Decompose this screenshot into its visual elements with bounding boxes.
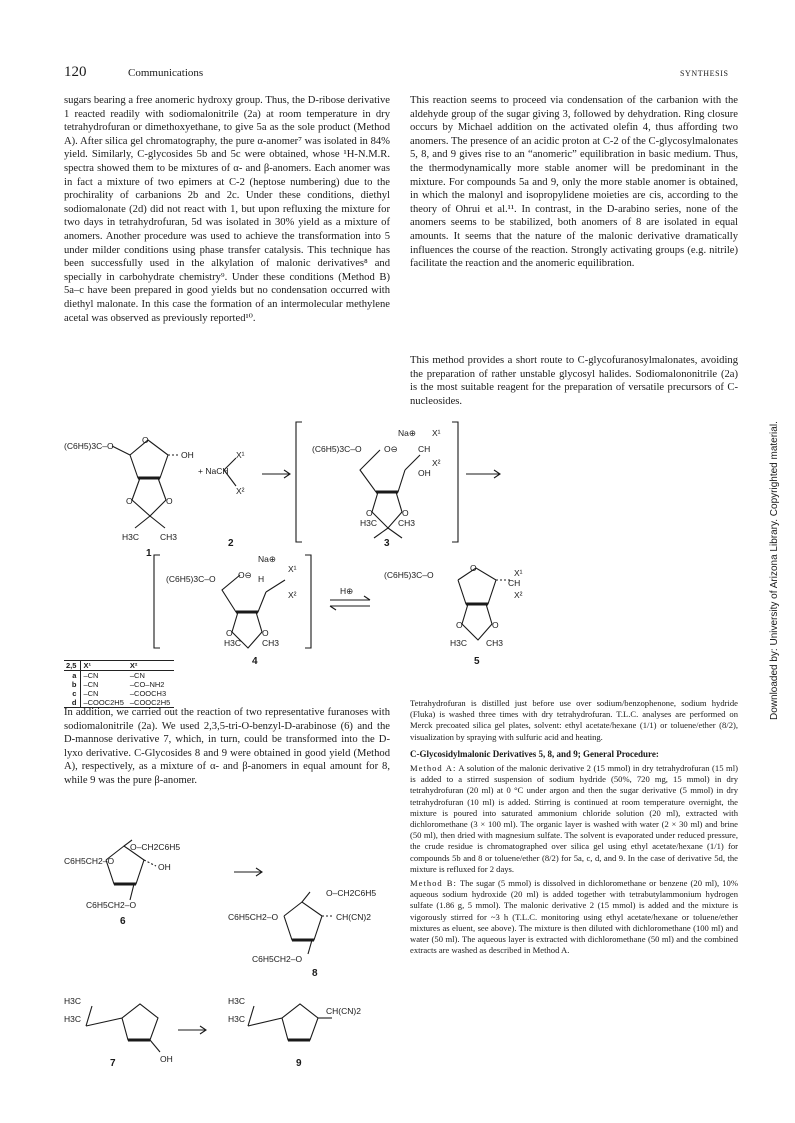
page-number: 120 — [64, 64, 87, 80]
methyl-left-7b: H3C — [64, 1014, 82, 1024]
oh-label-1: OH — [181, 450, 194, 460]
trityl-label-3: (C6H5)3C–O — [312, 444, 362, 454]
benzyl-o-8b: C6H5CH2–O — [252, 954, 303, 964]
compound-label-2: 2 — [228, 538, 234, 549]
nach-label: + NaCH — [198, 466, 229, 476]
method-b-paragraph: Method B: The sugar (5 mmol) is dissolved in dichloromethane or benzene (20 ml), 10% aqueous sodium hydroxide (20 ml) is added together with tetrabutylammonium hydrogen sulfate (1.86 g, 5 mmol). The malonic derivative 2 (15 mmol) is added and the mixture is vigorously stirred for ~3 h (T.L.C. monitoring using ethyl acetate/hexane or toluene/ether mixtures as eluent, see above). The mixture is then diluted with dichloromethane (100 ml) and water (50 ml). The aqueous layer is extracted with dichloromethane (50 ml) and the combined extracts are washed as described in Method A. — [410, 878, 738, 956]
table-header-cell: 2,5 — [64, 661, 81, 671]
trityl-label-5: (C6H5)3C–O — [384, 570, 434, 580]
x2-label-3: X² — [432, 458, 441, 468]
oh-label-3: OH — [418, 468, 431, 478]
x2-label-2: X² — [236, 486, 245, 496]
x1-label-5: X¹ — [514, 568, 523, 578]
experimental-heading: C-Glycosidylmalonic Derivatives 5, 8, and 9; General Procedure: — [410, 748, 659, 759]
chcn2-label-8: CH(CN)2 — [336, 912, 371, 922]
benzyl-o-6a: C6H5CH2–O — [64, 856, 115, 866]
compound-9-structure — [248, 1004, 332, 1040]
methyl-right-4: CH3 — [262, 638, 280, 648]
download-notice: Downloaded by: University of Arizona Library. Copyrighted material. — [769, 421, 780, 720]
methyl-right-1: CH3 — [160, 532, 178, 542]
substituent-table — [64, 660, 174, 708]
o-label-5a: O — [456, 620, 463, 630]
ring-o-5: O — [470, 563, 477, 573]
x1-label-4: X¹ — [288, 564, 297, 574]
o-label-3b: O — [402, 508, 409, 518]
method-b-label: Method B: — [410, 878, 457, 889]
table-row: b –CN –CO–NH2 — [64, 680, 174, 689]
x2-label-5: X² — [514, 590, 523, 600]
o-benzyl-6: O–CH2C6H5 — [130, 842, 181, 852]
column-2-top-paragraph: This reaction seems to proceed via condensation of the carbanion with the aldehyde group of the sugar giving 3, followed by dehydration. Ring closure occurs by Michael addition on the activated olefin 4, thus affording two anomers. The presence of an acidic proton at C-2 of the C-glycosylmalonates 5, 8, and 9 gives rise to an “anomeric” equilibration in basic medium. Thus, the thermodynamically more stable anomer will be predominant in the mixture. For compounds 5a and 9, only the more stable anomer is obtained, in which the malonyl and isopropylidene moieties are cis, according to the theory of Ohrui et al.¹¹. In contrast, in the D-arabino series, none of the anomers seems to be stabilized, both anomers of 8 are isolated in equal amounts. It seems that the nature of the malonic derivative dramatically influences the course of the reaction. Strongly activating groups (e.g. nitrile) facilitate the reaction and the anomeric equilibration. — [410, 95, 738, 270]
x1-label-3: X¹ — [432, 428, 441, 438]
methyl-right-3: CH3 — [398, 518, 416, 528]
compound-label-5: 5 — [474, 656, 480, 667]
compound-label-9: 9 — [296, 1058, 302, 1069]
oh-label-7: OH — [160, 1054, 173, 1064]
h-plus-label: H⊕ — [340, 586, 354, 596]
table-row: a –CN –CN — [64, 671, 174, 681]
trityl-label-1: (C6H5)3C–O — [64, 441, 114, 451]
compound-label-3: 3 — [384, 538, 390, 549]
methyl-left-1: H3C — [122, 532, 140, 542]
ch-label-3: CH — [418, 444, 431, 454]
method-a-label: Method A: — [410, 763, 457, 774]
compound-label-1: 1 — [146, 548, 152, 559]
x2-label-4: X² — [288, 590, 297, 600]
methyl-left-5: H3C — [450, 638, 468, 648]
experimental-intro: Tetrahydrofuran is distilled just before use over sodium/benzophenone, sodium hydride (Fluka) is washed three times with dry tetrahydrofuran. T.L.C. analyses are performed on Merck precoated silica gel plates, solvent: ethyl acetate/hexane (1/1) or toluene/ether (8/2), visualization by spraying with sulfuric acid and heating. — [410, 698, 738, 742]
compound-label-8: 8 — [312, 968, 318, 979]
compound-5-structure — [458, 568, 512, 640]
o-minus-4: O⊖ — [238, 570, 252, 580]
benzyl-o-8a: C6H5CH2–O — [228, 912, 279, 922]
ring-o-1: O — [142, 435, 149, 445]
o-benzyl-8: O–CH2C6H5 — [326, 888, 377, 898]
section-title: Communications — [128, 67, 204, 79]
methyl-left-9a: H3C — [228, 996, 246, 1006]
o-label-1a: O — [126, 496, 133, 506]
table-header-cell: X¹ — [81, 661, 128, 671]
compound-7-structure — [86, 1004, 160, 1052]
o-label-4b: O — [262, 628, 269, 638]
methyl-left-9b: H3C — [228, 1014, 246, 1024]
journal-name: SYNTHESIS — [680, 69, 729, 78]
methyl-left-7a: H3C — [64, 996, 82, 1006]
column-2-conclusion-paragraph: This method provides a short route to C-glycofuranosylmalonates, avoiding the preparation of rather unstable glycosyl halides. Sodiomalononitrile (2a) is the most suitable reagent for the preparation of versatile precursors of C-nucleosides. — [410, 355, 738, 407]
chcn2-label-9: CH(CN)2 — [326, 1006, 361, 1016]
o-minus-3: O⊖ — [384, 444, 398, 454]
benzyl-o-6b: C6H5CH2–O — [86, 900, 137, 910]
na-plus-4: Na⊕ — [258, 554, 276, 564]
compound-8-structure — [284, 892, 334, 954]
compound-label-6: 6 — [120, 916, 126, 927]
ch-label-5: CH — [508, 578, 521, 588]
compound-label-7: 7 — [110, 1058, 116, 1069]
column-1-bottom-paragraph: In addition, we carried out the reaction of two representative furanoses with sodiomalonitrile (2a). We used 2,3,5-tri-O-benzyl-D-arabinose (6) and the D-mannose derivative 7, which, in turn, could be transformed into the D-lyxo derivative. C-Glycosides 8 and 9 were obtained in good yield (Method A), respectively, as a mixture of α- and β-anomers in equal amount for 8, while 9 was the pure β-anomer. — [64, 707, 390, 786]
table-header-cell: X² — [128, 661, 174, 671]
na-plus-3: Na⊕ — [398, 428, 416, 438]
methyl-right-5: CH3 — [486, 638, 504, 648]
x1-label-2: X¹ — [236, 450, 245, 460]
o-label-3a: O — [366, 508, 373, 518]
column-1-top-paragraph: sugars bearing a free anomeric hydroxy group. Thus, the D-ribose derivative 1 reacted readily with sodiomalonitrile (2a) at room temperature in dry tetrahydrofuran or dimethoxyethane, to give 5a as the sole product (Method A). After silica gel chromatography, the pure α-anomer⁷ was isolated in 84% yield. Similarly, C-glycosides 5b and 5c were obtained, whose ¹H-N.M.R. spectra showed them to be mixtures of α- and β-anomers. Each anomer was in fact a mixture of two epimers at C-2 (heptose numbering) due to the prochirality of carbanions 2b and 2c. Under these conditions, diethyl sodiomalonate (2d) did not react with 1, but upon refluxing the mixture for two days in tetrahydrofuran, 5d was isolated in 30% yield as a mixture of anomers. Another procedure was used to achieve the transformation into 5 under milder conditions using phase transfer catalysis. This technique has been successfully used in the alkylation of malonic derivatives⁸ and specially in carbohydrate chemistry⁹. Under these conditions (Method B) 5a–c have been prepared in good yields but no condensation occurred with diethyl malonate. In this case the formation of an intermolecular methylene acetal was observed as previously reported¹⁰. — [64, 95, 390, 324]
methyl-left-4: H3C — [224, 638, 242, 648]
o-label-5b: O — [492, 620, 499, 630]
compound-label-4: 4 — [252, 656, 258, 667]
trityl-label-4: (C6H5)3C–O — [166, 574, 216, 584]
experimental-section — [410, 698, 738, 956]
o-label-4a: O — [226, 628, 233, 638]
o-label-1b: O — [166, 496, 173, 506]
methyl-left-3: H3C — [360, 518, 378, 528]
table-row: d –COOC2H5 –COOC2H5 — [64, 698, 174, 708]
table-row: c –CN –COOCH3 — [64, 689, 174, 698]
h-label-4: H — [258, 574, 265, 584]
method-a-paragraph: Method A: A solution of the malonic derivative 2 (15 mmol) in dry tetrahydrofuran (15 ml) is added to a stirred suspension of sodium hydride (50%, 720 mg, 15 mmol) in dry tetrahydrofuran (20 ml) at 0 °C under argon and then the sugar derivative (5 mmol) in dry tetrahydrofuran (10 ml) is added. Stirring is continued at room temperature overnight, the mixture is poured into saturated ammonium chloride solution (20 ml), extracted with dichloromethane (3 × 100 ml). The organic layer is washed with water (2 × 30 ml) and brine (50 ml), then dried with magnesium sulfate. The solvent is evaporated under reduced pressure, the crude residue is chromatographed over silica gel using ethyl acetate/hexane (1/1) for compounds 5b and 8 or toluene/ether (8/2) for 5a, c, d, and 9. In the case of derivative 5d, the mixture is refluxed for 2 days. — [410, 763, 738, 874]
compound-1-structure — [112, 440, 180, 528]
oh-label-6: OH — [158, 862, 171, 872]
